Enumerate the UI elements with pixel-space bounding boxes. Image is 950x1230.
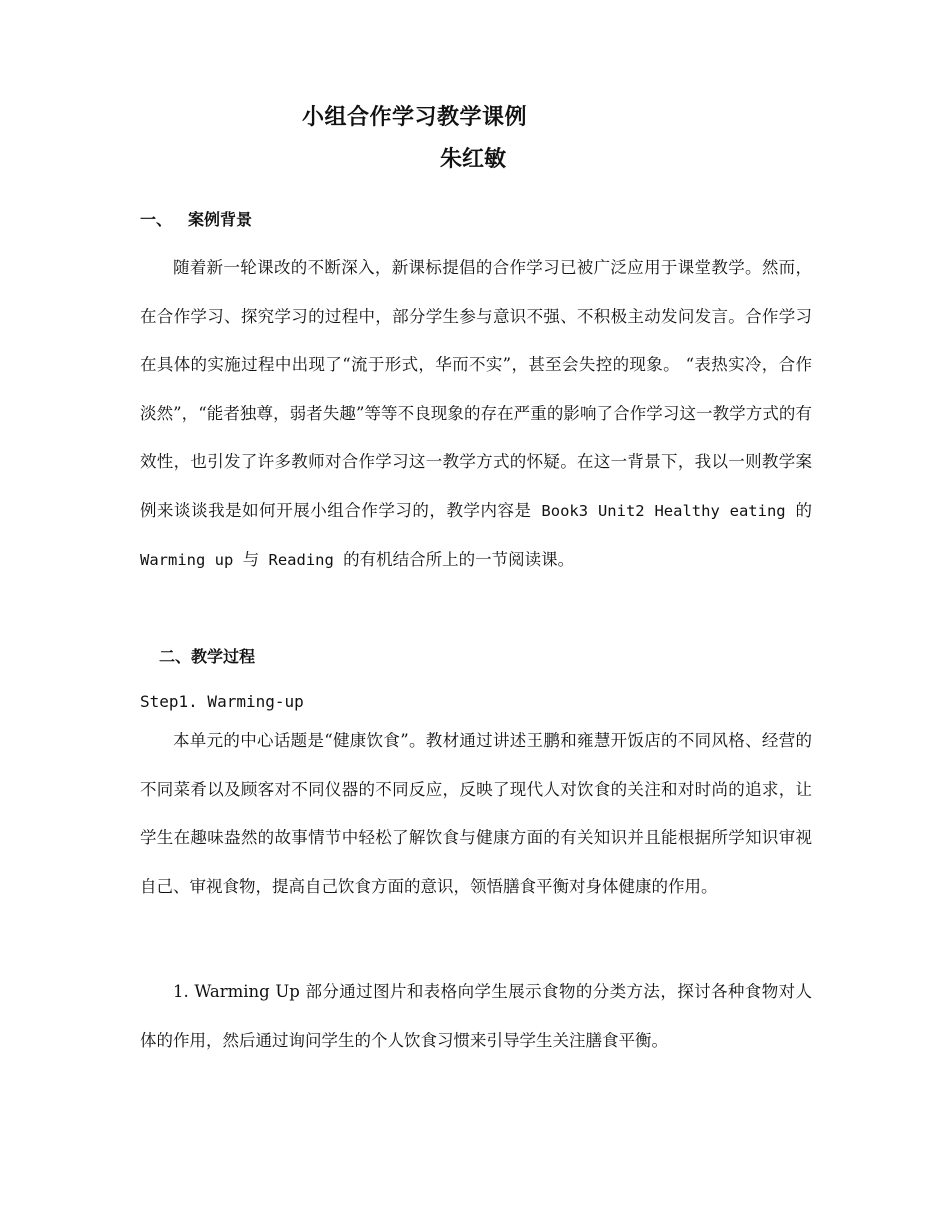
section-title: 案例背景 [188, 210, 253, 229]
section-number: 一、 [140, 210, 173, 229]
document-title: 小组合作学习教学课例 [302, 105, 528, 130]
paragraph-text: 的 [795, 500, 812, 520]
paragraph-english-text: Book3 Unit2 Healthy eating [531, 501, 796, 520]
section-heading-process: 二、教学过程 [159, 647, 256, 666]
paragraph-text: 的有机结合所上的一节阅读课。 [343, 549, 575, 569]
paragraph-text: 与 [242, 549, 260, 569]
warming-up-paragraph: 1. Warming Up 部分通过图片和表格向学生展示食物的分类方法，探讨各种食物对人体的作用，然后通过询问学生的个人饮食习惯来引导学生关注膳食平衡。 [140, 982, 812, 1050]
unit-topic-paragraph: 本单元的中心话题是“健康饮食”。教材通过讲述王鹏和雍慧开饭店的不同风格、经营的不同菜肴以及顾客对不同仪器的不同反应，反映了现代人对饮食的关注和对时尚的追求，让学生在趣味盎然的故事情节中轻松了解饮食与健康方面的有关知识并且能根据所学知识审视自己、审视食物，提高自己饮食方面的意识，领悟膳食平衡对身体健康的作用。 [140, 731, 812, 896]
background-paragraph [140, 244, 812, 584]
document-author: 朱红敏 [440, 147, 507, 172]
section-heading-background [140, 207, 252, 230]
step-title: Step1. Warming-up [140, 692, 304, 711]
paragraph-english-text: Reading [259, 550, 344, 569]
paragraph-text: 随着新一轮课改的不断深入，新课标提倡的合作学习已被广泛应用于课堂教学。然而，在合作学习、探究学习的过程中，部分学生参与意识不强、不积极主动发问发言。合作学习在具体的实施过程中出现了“流于形式，华而不实”，甚至会失控的现象。 “表热实冷，合作淡然”，“能者独尊，弱者失趣”等等不良现象的存在严重的影响了合作学习这一教学方式的有效性，也引发了许多教师对合作学习这一教学方式的怀疑。在这一背景下，我以一则教学案例来谈谈我是如何开展小组合作学习的，教学内容是 [140, 258, 812, 520]
paragraph-english-text: Warming up [140, 550, 243, 569]
